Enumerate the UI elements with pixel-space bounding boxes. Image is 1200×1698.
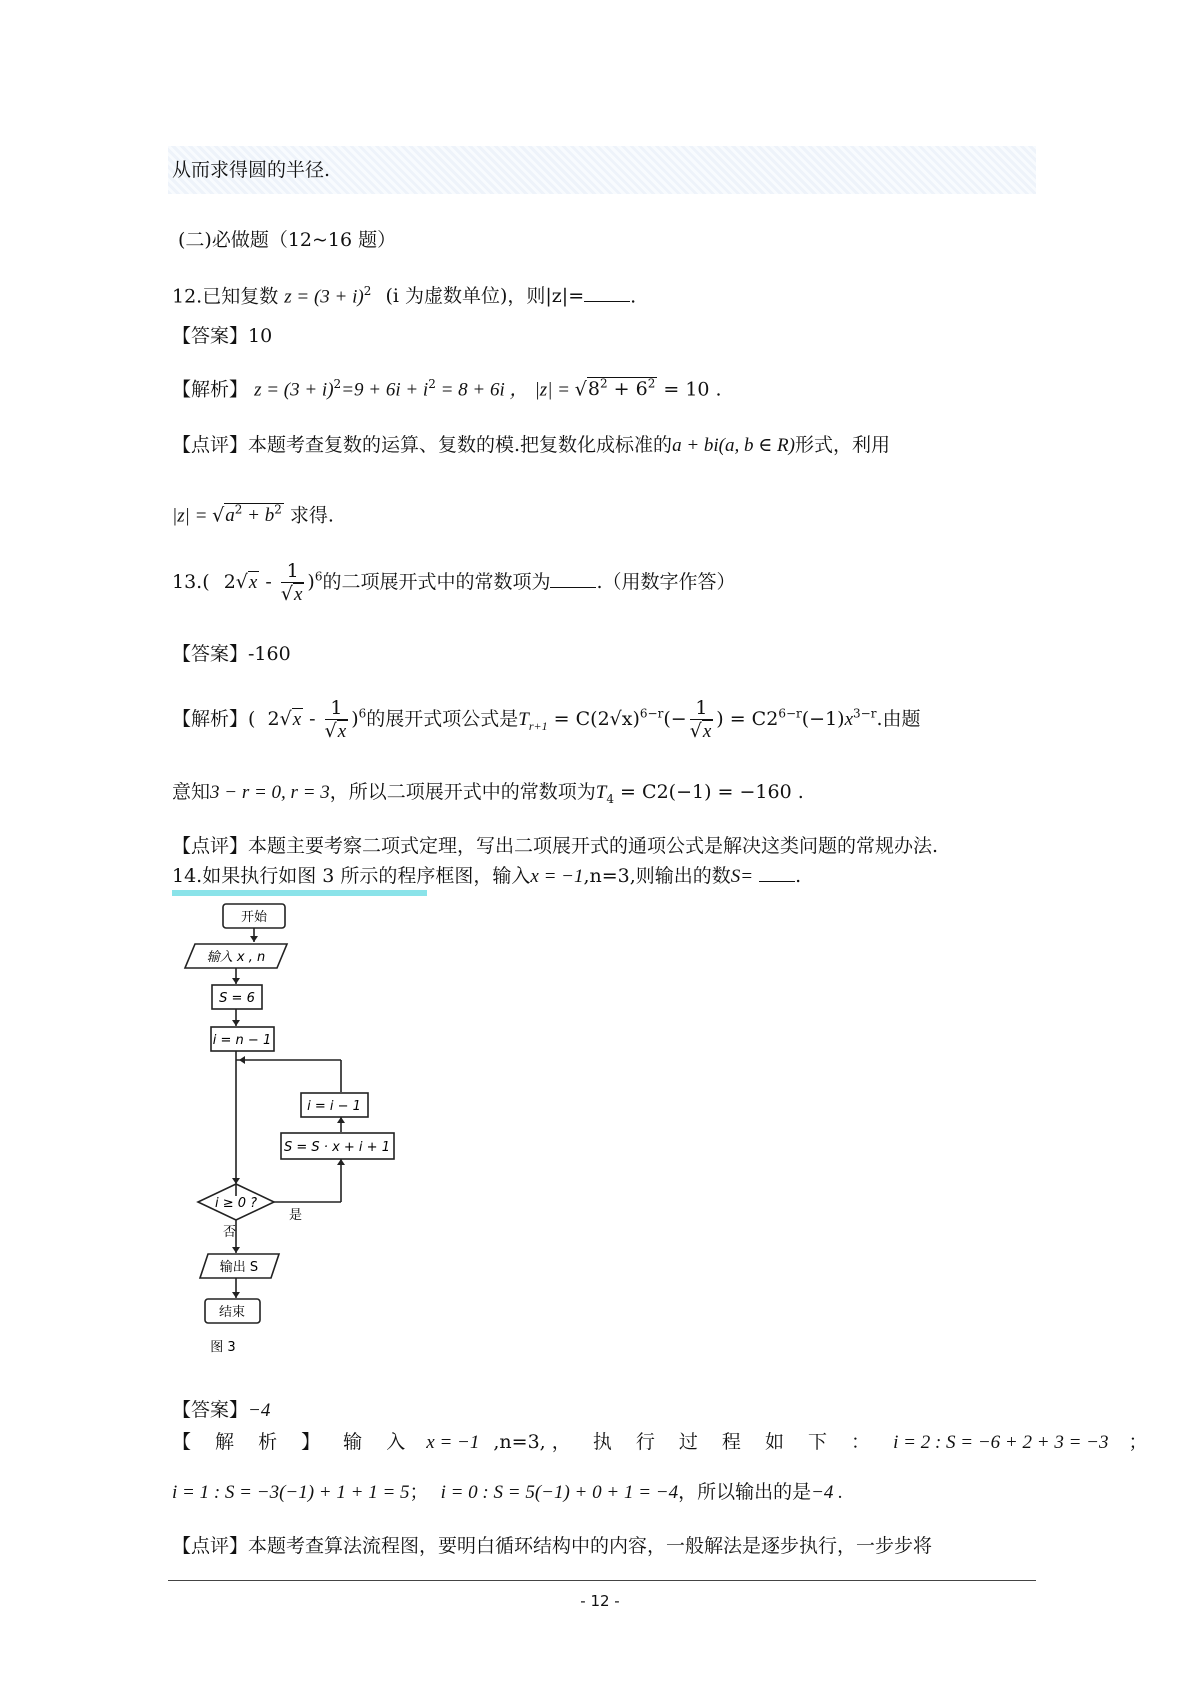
flow-i-dec-text: i = i − 1 [307,1099,361,1114]
q13-question: 13.( 2√x - $\frac{1}{√x}$ )$^6$的二项展开式中的常数项为 .（用数字作答） [172,560,736,605]
q13-analysis: 【解析】( 2√x - $\frac{1}{√x}$ )$^6$的展开式项公式是$T_{r+1} = C(2√x)^{6-r}(-$ $\frac{1}{√x}$ ) = $C2^{6-r}(-1)x^{3-r}$.由题 [172,697,921,742]
flow-update-text: S = S · x + i + 1 [284,1140,390,1155]
flow-caption: 图 3 [210,1340,236,1355]
q13-comment: 【点评】本题主要考察二项式定理，写出二项展开式的通项公式是解决这类问题的常规办法. [172,835,939,857]
q14-analysis: 【 解 析 】 输 入 x = −1 ,n=3, ， 执 行 过 程 如 下 ： i = 2 : S = −6 + 2 + 3 = −3 ； [172,1431,1148,1453]
q13-answer-blank [550,569,596,588]
flow-start-text: 开始 [240,910,268,925]
flow-end-text: 结束 [218,1305,246,1320]
flowchart-figure [175,896,430,1368]
flow-arrowhead [337,1159,345,1165]
q14-comment: 【点评】本题考查算法流程图，要明白循环结构中的内容，一般解法是逐步执行，一步步将 [172,1535,933,1557]
flow-no-label: 否 [223,1225,237,1240]
flow-arrowhead [232,1247,240,1253]
flow-yes-label: 是 [289,1208,303,1223]
q12-comment-line2: $|z| = √a^2 + b^2$ 求得. [172,503,334,527]
q12-answer-blank [584,283,630,302]
q13-fraction: $\frac{1}{√x}$ [280,560,303,605]
flow-output-text: 输出 S [219,1260,259,1275]
flow-arrowhead [239,1056,245,1064]
q12-analysis: 【解析】 $z = (3 + i)^2=9 + 6i + i^2 = 8 + 6i$ ， $|z| = √8^2 + 6^2 = 10$ . [172,377,722,401]
q12-question: 12.已知复数 $z = (3 + i)^2$ (i 为虚数单位)，则|z|= . [172,284,637,308]
flow-arrowhead [232,1020,240,1026]
flow-condition-text: i ≥ 0 ? [214,1196,258,1211]
top-text: 从而求得圆的半径. [172,159,331,181]
q13-analysis-line2: 意知3 − r = 0, r = 3，所以二项展开式中的常数项为$T_4 = C2(-1) = -160$ . [172,781,804,806]
q14-analysis-line2: i = 1 : S = −3(−1) + 1 + 1 = 5； i = 0 : S = 5(−1) + 0 + 1 = −4，所以输出的是−4 . [172,1481,843,1503]
page-number: - 12 - [580,1592,620,1610]
flow-arrowhead [337,1117,345,1123]
flow-i-init-text: i = n − 1 [212,1033,272,1048]
q14-answer-blank [759,863,795,882]
q12-answer: 【答案】10 [172,325,273,347]
flow-arrowhead [232,978,240,984]
footer-rule [168,1580,1036,1581]
q14-question: 14.如果执行如图 3 所示的程序框图，输入x = −1,n=3,则输出的数S= . [172,865,802,887]
q13-answer: 【答案】-160 [172,643,291,665]
q14-answer: 【答案】−4 [172,1399,271,1421]
flow-arrowhead [250,936,258,942]
section-heading: (二)必做题（12~16 题） [178,229,397,251]
flow-input-text: 输入 x , n [206,950,266,965]
flow-s-init-text: S = 6 [219,991,255,1006]
flow-arrowhead [232,1292,240,1298]
q12-comment: 【点评】本题考查复数的运算、复数的模.把复数化成标准的a + bi(a, b ∈ R)形式，利用 [172,434,891,456]
flow-arrowhead [232,1178,240,1184]
